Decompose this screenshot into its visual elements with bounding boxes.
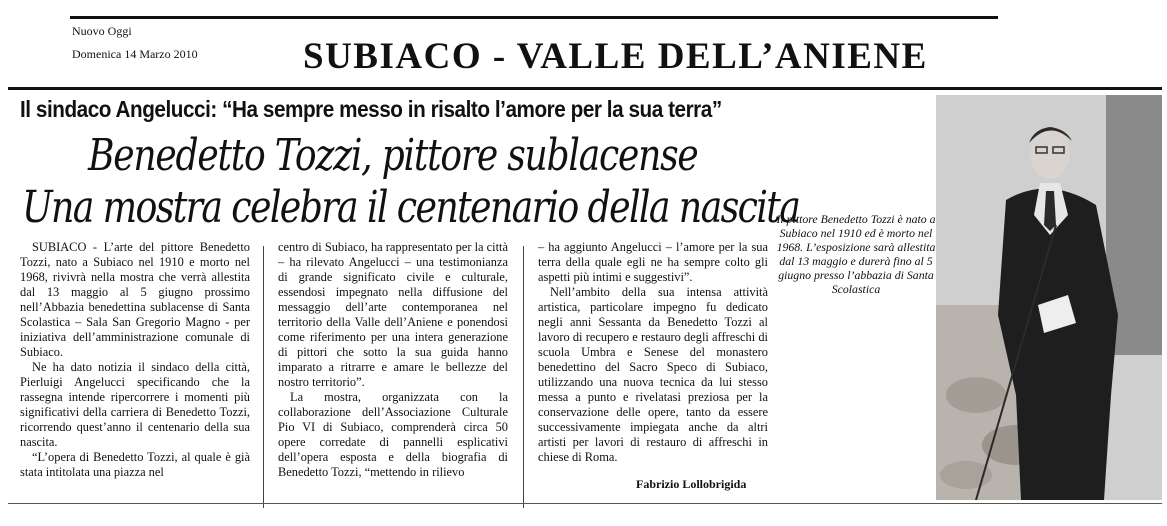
headline-line-1: Benedetto Tozzi, pittore sublacense xyxy=(88,130,698,181)
paragraph: La mostra, organizzata con la collaborazione dell’Associazione Culturale Pio VI di Subiaco, comprenderà circa 50 opere corredate di pannelli esplicativi dell’opera esposta e della biografia di Benedetto Tozzi, “mettendo in rilievo xyxy=(278,390,508,479)
article-kicker: Il sindaco Angelucci: “Ha sempre messo in risalto l’amore per la sua terra” xyxy=(20,96,722,122)
section-rule xyxy=(8,87,1162,90)
paragraph: SUBIACO - L’arte del pittore Benedetto Tozzi, nato a Subiaco nel 1910 e morto nel 1968, rivivrà nella mostra che verrà allestita dal 13 maggio al 5 giugno prossimo nell’Abbazia benedettina sublacense di Santa Scolastica – Sala San Gregorio Magno - per iniziativa dell’amministrazione comunale di Subiaco. xyxy=(20,240,250,359)
bottom-rule xyxy=(8,503,1162,504)
article-column-2 xyxy=(278,240,508,480)
column-divider xyxy=(263,246,264,508)
paper-date: Domenica 14 Marzo 2010 xyxy=(72,47,198,61)
article-column-3 xyxy=(538,240,768,465)
paragraph: Nell’ambito della sua intensa attività artistica, particolare impegno fu dedicato negli anni Sessanta da Benedetto Tozzi al lavoro di recupero e restauro degli affreschi di scuola Umbra e Senese del monastero benedettino del Sacro Speco di Subiaco, utilizzando una nuova tecnica da lui stesso messa a punto e rivelatasi preziosa per la conservazione delle opere, tanto da essere successivamente impiegata anche da altri artisti per lavori di restauro di affreschi in chiese di Roma. xyxy=(538,285,768,464)
headline-line-2: Una mostra celebra il centenario della nascita xyxy=(22,182,800,233)
paragraph: centro di Subiaco, ha rappresentato per la città – ha rilevato Angelucci – una testimonianza di grande significato civile e culturale, essendosi impegnato nella diffusione del messaggio dell’arte contemporanea nel territorio della Valle dell’Aniene e ponendosi come riferimento per una intera generazione di pittori che sotto la sua guida hanno imparato a ritrarre e amare le bellezze del nostro territorio”. xyxy=(278,240,508,389)
portrait-photo xyxy=(936,95,1162,500)
photo-caption: Il pittore Benedetto Tozzi è nato a Subiaco nel 1910 ed è morto nel 1968. L’esposizione sarà allestita dal 13 maggio e durerà fino al 5 giugno presso l’abbazia di Santa Scolastica xyxy=(776,212,936,296)
paragraph: “L’opera di Benedetto Tozzi, al quale è già stata intitolata una piazza nel xyxy=(20,450,250,479)
article-column-1 xyxy=(20,240,250,480)
masthead-top-rule xyxy=(70,16,998,19)
portrait-illustration xyxy=(936,95,1162,500)
column-divider xyxy=(523,246,524,508)
paragraph: Ne ha dato notizia il sindaco della città, Pierluigi Angelucci specificando che la rassegna intende ripercorrere i momenti più significativi della carriera di Benedetto Tozzi, ricorrendo quest’anno il centenario della sua nascita. xyxy=(20,360,250,449)
byline: Fabrizio Lollobrigida xyxy=(636,477,747,491)
paragraph: – ha aggiunto Angelucci – l’amore per la sua terra della quale egli ne ha sempre colto gli aspetti più intimi e suggestivi”. xyxy=(538,240,768,284)
paper-name: Nuovo Oggi xyxy=(72,24,132,38)
section-title: SUBIACO - VALLE DELL’ANIENE xyxy=(303,36,928,77)
